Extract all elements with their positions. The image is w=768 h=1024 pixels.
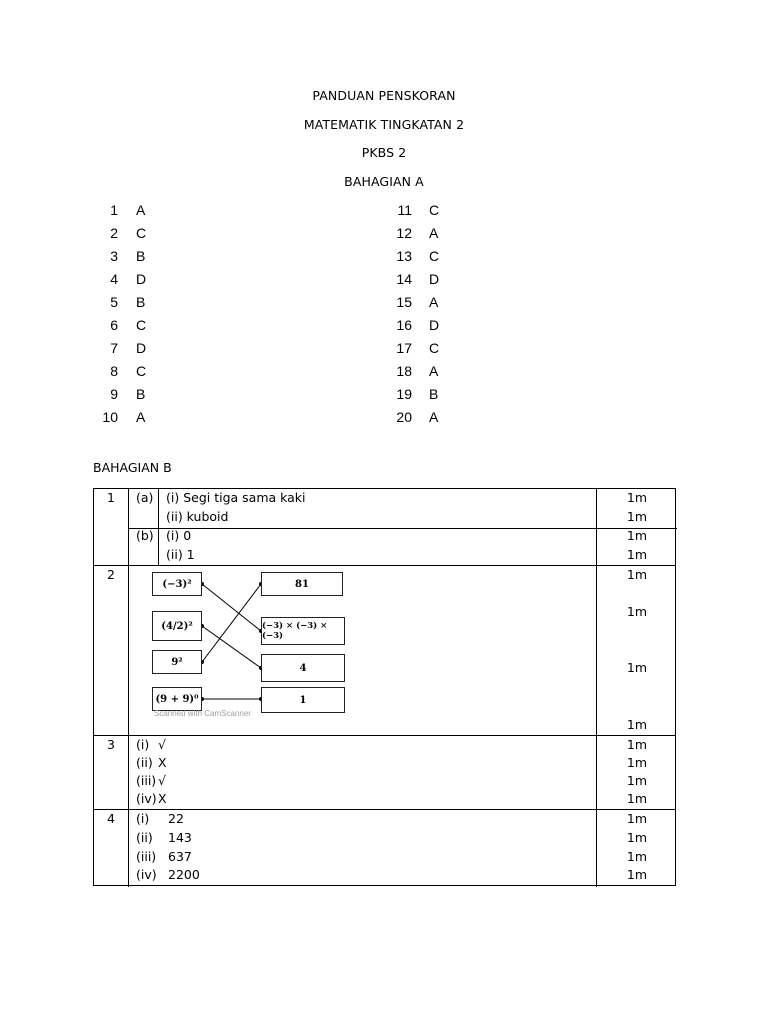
part-label: (i) [136,811,150,826]
answer-text: 143 [168,830,192,845]
answer-text: (i) 0 [166,528,192,543]
part-label: (iv) [136,791,157,806]
question-number: 4 [107,811,115,826]
page-title: PANDUAN PENSKORAN [312,88,456,103]
answer-text: X [158,791,167,806]
answer-text: (i) Segi tiga sama kaki [166,490,306,505]
mark: 1m [626,717,648,732]
part-label: (a) [136,490,154,505]
expression-box: 9² [152,650,202,674]
row-divider [94,735,675,736]
row-divider [94,565,675,566]
mark: 1m [626,811,648,826]
mark: 1m [626,547,648,562]
matching-diagram [144,569,374,719]
expression-box: (−3)² [152,572,202,596]
question-number: 3 [107,737,115,752]
mark: 1m [626,567,648,582]
value-box: (−3) × (−3) × (−3) [261,617,345,645]
mark: 1m [626,791,648,806]
part-label: (iii) [136,773,157,788]
connector-line [202,626,261,668]
section-b-title: BAHAGIAN B [93,460,172,475]
mark: 1m [626,660,648,675]
question-number: 1 [107,490,115,505]
answer-text: X [158,755,167,770]
answer-text: (ii) 1 [166,547,195,562]
mark: 1m [626,849,648,864]
connector-line [202,584,261,631]
mark: 1m [626,867,648,882]
part-label: (ii) [136,755,153,770]
part-label: (ii) [136,830,153,845]
answer-text: (ii) kuboid [166,509,229,524]
part-label: (b) [136,528,154,543]
part-label: (i) [136,737,150,752]
mark: 1m [626,830,648,845]
exam-title: PKBS 2 [361,145,407,160]
expression-box: (9 + 9)⁰ [152,687,202,711]
mark: 1m [626,528,648,543]
connector-line [202,584,261,662]
answer-text: 22 [168,811,184,826]
value-box: 4 [261,654,345,682]
answer-text: √ [158,737,166,752]
expression-box: (4/2)² [152,611,202,641]
column-divider [128,489,129,887]
mark: 1m [626,490,648,505]
mark: 1m [626,773,648,788]
mark: 1m [626,737,648,752]
row-divider [128,528,677,529]
part-label: (iii) [136,849,157,864]
question-number: 2 [107,567,115,582]
answer-text: 637 [168,849,192,864]
mark: 1m [626,755,648,770]
scanner-watermark: Scanned with CamScanner [154,709,251,718]
value-box: 1 [261,687,345,713]
column-divider [158,489,159,565]
mark: 1m [626,604,648,619]
value-box: 81 [261,572,343,596]
section-a-title: BAHAGIAN A [344,174,424,189]
answer-table [93,488,676,886]
mark: 1m [626,509,648,524]
answer-text: 2200 [168,867,200,882]
answer-text: √ [158,773,166,788]
subject-title: MATEMATIK TINGKATAN 2 [303,117,465,132]
part-label: (iv) [136,867,157,882]
